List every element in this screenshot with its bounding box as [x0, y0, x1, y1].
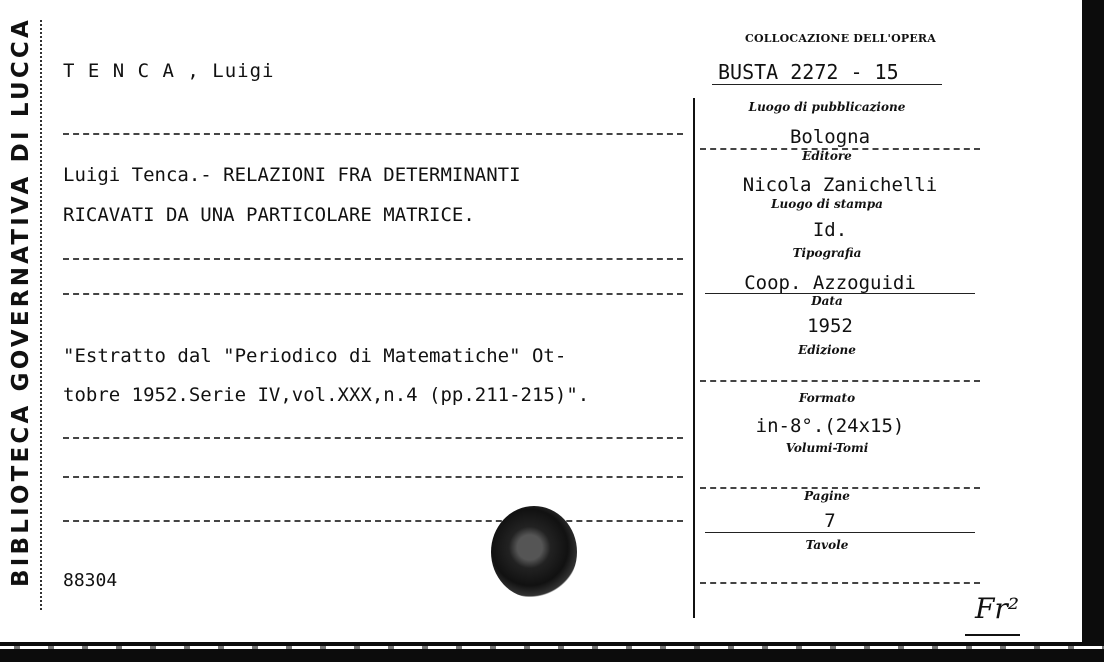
- title-line-2: RICAVATI DA UNA PARTICOLARE MATRICE.: [63, 204, 475, 226]
- data-label: Data: [811, 294, 843, 308]
- scan-edge-bottom: [0, 642, 1104, 662]
- formato-label: Formato: [798, 391, 856, 405]
- tipografia-value: Coop. Azzoguidi: [744, 272, 916, 294]
- scan-edge-right: [1082, 0, 1104, 662]
- divider: [63, 437, 683, 439]
- divider: [63, 476, 683, 478]
- editore-value: Nicola Zanichelli: [742, 174, 938, 196]
- luogo-pubblicazione-label: Luogo di pubblicazione: [748, 100, 906, 114]
- data-value: 1952: [807, 315, 853, 337]
- shelfmark: BUSTA 2272 - 15: [718, 60, 899, 84]
- tipografia-label: Tipografia: [792, 246, 862, 260]
- note-line-1: "Estratto dal "Periodico di Matematiche" Ot-: [63, 345, 567, 367]
- stamp-icon: [491, 506, 577, 598]
- author-heading: T E N C A , Luigi: [63, 60, 275, 82]
- divider: [63, 258, 683, 260]
- collocazione-heading: COLLOCAZIONE DELL'OPERA: [745, 32, 936, 45]
- luogo-stampa-value: Id.: [812, 219, 848, 241]
- divider: [705, 532, 975, 533]
- pagine-label: Pagine: [804, 489, 850, 503]
- divider: [63, 520, 683, 522]
- divider: [712, 84, 942, 85]
- divider: [700, 380, 980, 382]
- editore-label: Editore: [802, 149, 852, 163]
- divider: [63, 293, 683, 295]
- divider: [700, 582, 980, 584]
- note-line-2: tobre 1952.Serie IV,vol.XXX,n.4 (pp.211-215)".: [63, 384, 590, 406]
- volumi-tomi-label: Volumi-Tomi: [785, 441, 869, 455]
- side-label: BIBLIOTECA GOVERNATIVA DI LUCCA: [8, 17, 34, 587]
- pagine-value: 7: [824, 510, 836, 532]
- luogo-pubblicazione-value: Bologna: [789, 126, 871, 148]
- title-line-1: Luigi Tenca.- RELAZIONI FRA DETERMINANTI: [63, 164, 521, 186]
- formato-value: in-8°.(24x15): [755, 415, 905, 437]
- handwritten-mark: Fr²: [975, 592, 1020, 625]
- inventory-number: 88304: [63, 570, 118, 591]
- left-margin-line: [40, 20, 42, 610]
- divider: [63, 133, 683, 135]
- column-divider: [693, 98, 695, 618]
- tavole-label: Tavole: [805, 538, 849, 552]
- luogo-stampa-label: Luogo di stampa: [771, 197, 883, 211]
- edizione-label: Edizione: [798, 343, 856, 357]
